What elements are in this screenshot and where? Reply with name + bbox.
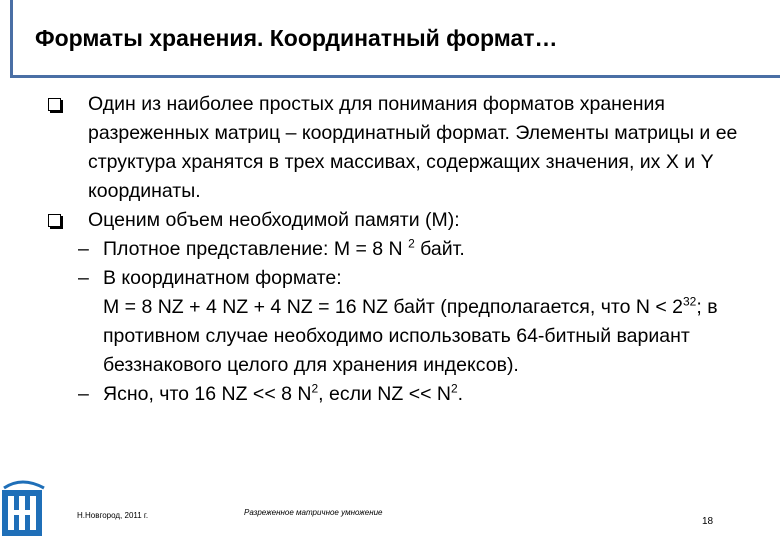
title-bar: [10, 0, 780, 78]
dash-marker: –: [78, 238, 89, 260]
superscript: 2: [408, 236, 415, 251]
sub-item-text: , если NZ << N: [318, 383, 451, 405]
footer-location: Н.Новгород, 2011 г.: [77, 511, 149, 520]
bullet-text: Один из наиболее простых для понимания форматов хранения разреженных матриц – координатный формат. Элементы матрицы и ее структура хранятся в трех массивах, содержащих значения, их X и Y координаты.: [88, 93, 738, 202]
page-number: 18: [702, 516, 714, 527]
university-logo: [0, 478, 46, 540]
dash-marker: –: [78, 383, 89, 405]
slide-title: Форматы хранения. Координатный формат…: [35, 25, 558, 51]
sub-item-formula: [103, 293, 748, 380]
sub-item-dense: [48, 235, 748, 264]
sub-item-text: байт.: [414, 238, 465, 260]
sub-item-coord: [48, 264, 748, 380]
bullet-item: [48, 206, 748, 235]
formula-text: ; в противном случае необходимо использовать 64-битный вариант беззнакового целого для хранения индексов).: [103, 296, 718, 376]
superscript: 2: [311, 381, 319, 396]
bullet-text: Оценим объем необходимой памяти (M):: [88, 209, 460, 231]
slide-content: [48, 90, 748, 409]
sub-item-text: В координатном формате:: [103, 267, 342, 289]
superscript: 2: [450, 381, 458, 396]
sub-item-clear: [48, 380, 748, 409]
footer-topic: Разреженное матричное умножение: [244, 508, 383, 517]
sub-item-text: Ясно, что 16 NZ << 8 N: [103, 383, 312, 405]
checkbox-square-icon: [48, 214, 61, 227]
superscript: 32: [683, 294, 697, 309]
bullet-item: [48, 90, 748, 206]
checkbox-square-icon: [48, 98, 61, 111]
sub-item-text: .: [457, 383, 464, 405]
dash-marker: –: [78, 267, 89, 289]
sub-item-text: Плотное представление: M = 8 N: [103, 238, 409, 260]
formula-text: M = 8 NZ + 4 NZ + 4 NZ = 16 NZ байт (предполагается, что N < 2: [103, 296, 683, 318]
